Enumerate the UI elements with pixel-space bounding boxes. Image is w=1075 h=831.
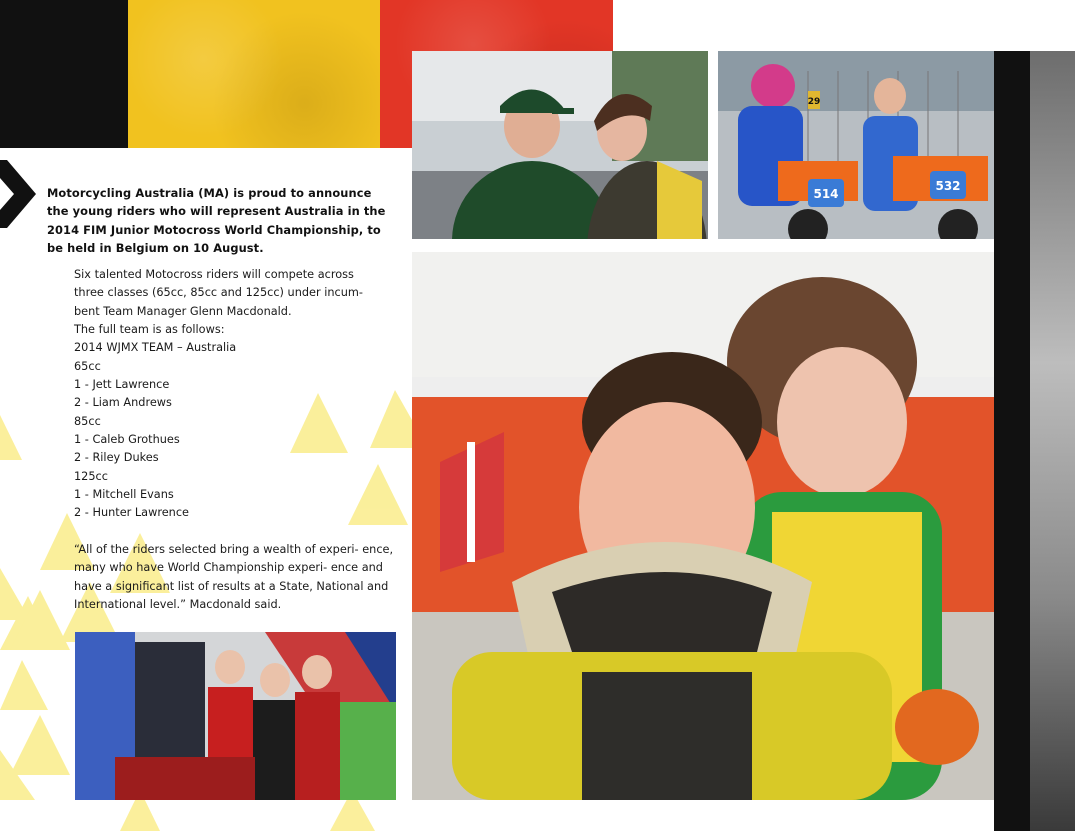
rider-entry: 2 - Hunter Lawrence [74, 506, 189, 520]
article-lead: Motorcycling Australia (MA) is proud to announce the young riders who will represent Australia in the 2014 FIM Junior Motocross World Championship, to be held in Belgium on 10 August. [47, 186, 386, 255]
photo-team-manager-and-rider [412, 51, 708, 239]
article-body [74, 266, 394, 523]
macdonald-quote: “All of the riders selected bring a wealth of experi- ence, many who have World Championship experi- ence and have a significant list of results at a State, National and International level.” Macdonald said. [74, 543, 394, 612]
photo-black-and-white-crop [1030, 51, 1075, 831]
photo-team-group [75, 632, 396, 800]
body-line: Six talented Motocross riders will compete across [74, 268, 354, 281]
flag-black-band [0, 0, 128, 148]
chevron-right-icon [0, 160, 40, 228]
rider-entry: 1 - Mitchell Evans [74, 488, 174, 502]
body-line: bent Team Manager Glenn Macdonald. [74, 304, 292, 318]
rider-entry: 2 - Riley Dukes [74, 451, 159, 465]
flag-yellow-band [128, 0, 380, 148]
body-line: three classes (65cc, 85cc and 125cc) under incum- [74, 286, 363, 300]
bike-number-2: 532 [935, 179, 961, 193]
body-line: The full team is as follows: [74, 323, 225, 337]
class-label-65cc: 65cc [74, 359, 101, 373]
class-label-125cc: 125cc [74, 469, 108, 483]
rider-entry: 1 - Jett Lawrence [74, 378, 170, 392]
photo-young-riders-portrait [412, 252, 994, 800]
rider-entry: 1 - Caleb Grothues [74, 433, 180, 447]
rider-entry: 2 - Liam Andrews [74, 396, 172, 410]
class-label-85cc: 85cc [74, 414, 101, 428]
photo-riders-on-bikes [718, 51, 994, 239]
bike-number-1: 514 [813, 187, 839, 201]
sign-number: 29 [807, 97, 821, 107]
team-heading: 2014 WJMX TEAM – Australia [74, 341, 237, 355]
